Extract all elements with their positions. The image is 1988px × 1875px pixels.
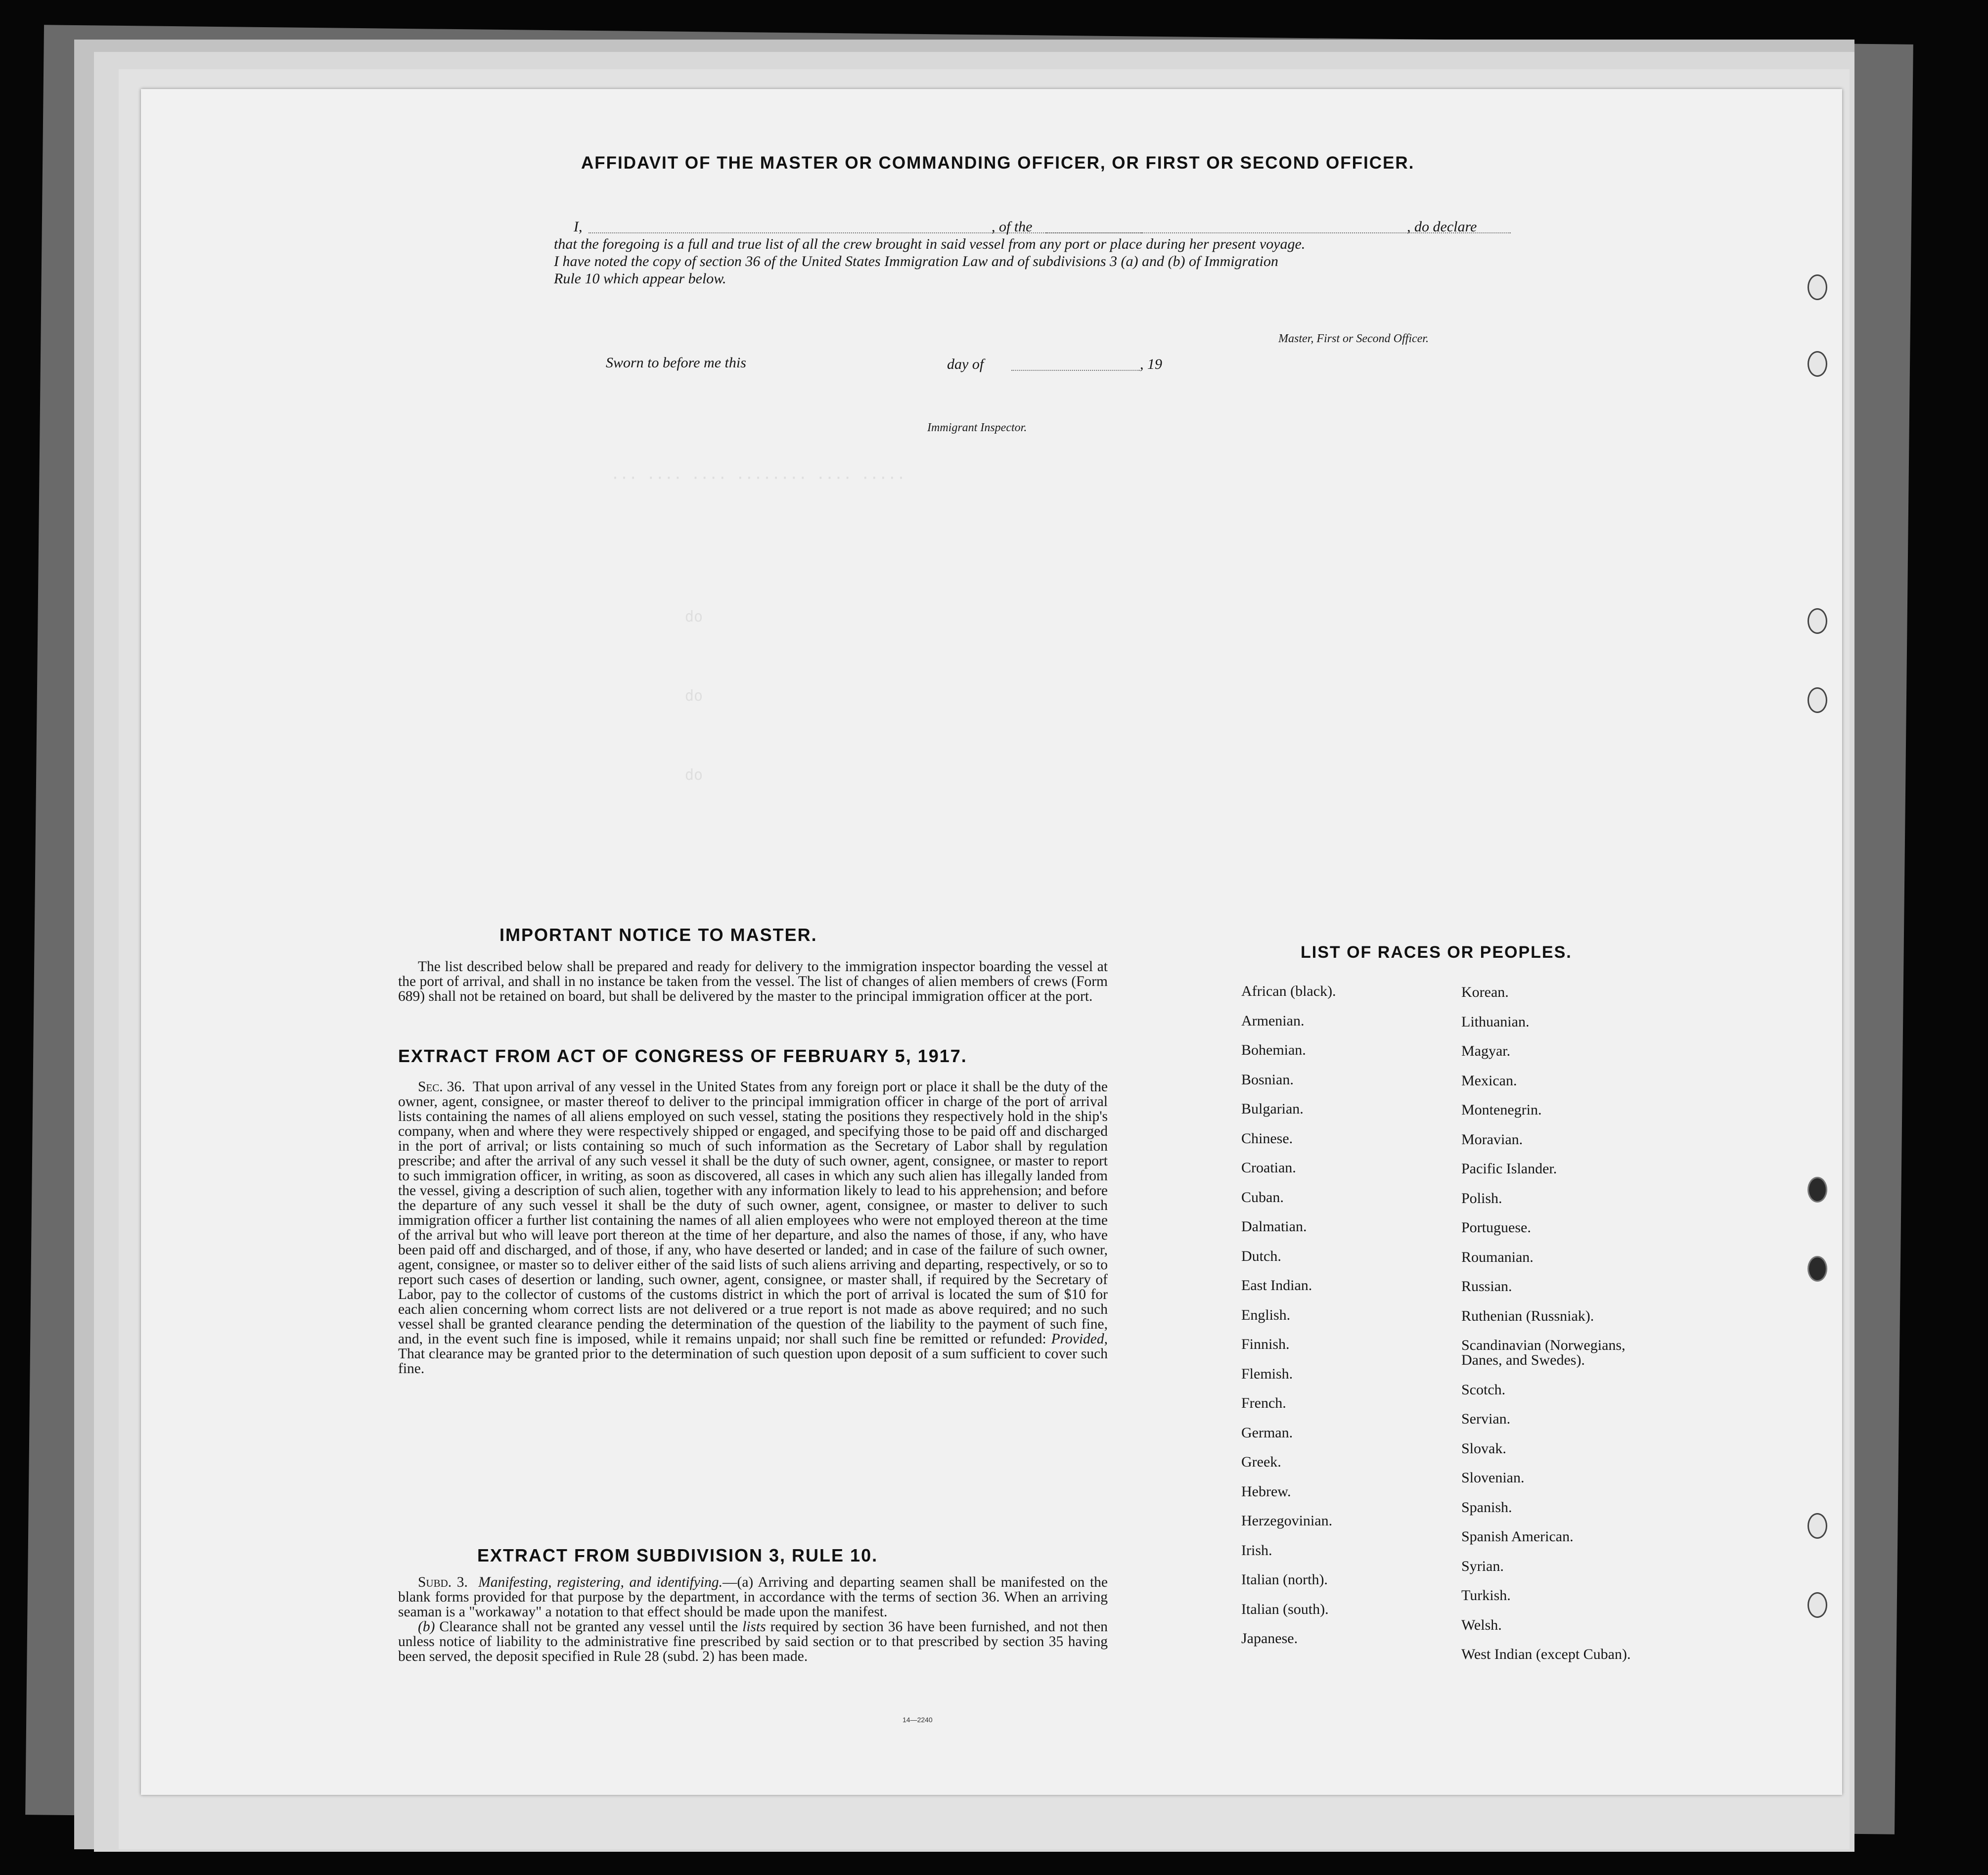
day-of-label: day of — [947, 356, 984, 372]
race-item: Chinese. — [1241, 1130, 1293, 1147]
race-item: Dutch. — [1241, 1248, 1281, 1264]
races-title: LIST OF RACES OR PEOPLES. — [1301, 943, 1572, 962]
bleed-through: do — [685, 608, 703, 625]
race-item: Italian (north). — [1241, 1571, 1328, 1588]
race-item: Lithuanian. — [1461, 1013, 1530, 1030]
race-item: Welsh. — [1461, 1616, 1502, 1633]
master-signature-caption: Master, First or Second Officer. — [1278, 332, 1429, 345]
bleed-through: do — [685, 766, 703, 784]
punch-hole — [1807, 1256, 1827, 1282]
bleed-through: do — [685, 687, 703, 705]
affidavit-of-the-label: , of the — [992, 219, 1033, 235]
race-item: Spanish. — [1461, 1499, 1512, 1516]
race-item: Flemish. — [1241, 1365, 1293, 1382]
race-item: French. — [1241, 1395, 1286, 1411]
race-item: German. — [1241, 1424, 1293, 1441]
race-item: Finnish. — [1241, 1336, 1290, 1352]
race-item: Ruthenian (Russniak). — [1461, 1307, 1594, 1324]
race-item: Hebrew. — [1241, 1483, 1291, 1500]
race-item: Pacific Islander. — [1461, 1161, 1557, 1177]
race-item: Dalmatian. — [1241, 1218, 1307, 1235]
notice-text: The list described below shall be prepared and ready for delivery to the immigration inspector boarding the vessel at the port of arrival, and shall in no instance be taken from the vessel. The list of changes of alien members of crews (Form 689) shall not be retained on board, but shall be delivered by the master to the principal immigration officer at the port. — [398, 959, 1108, 1004]
race-item: Armenian. — [1241, 1012, 1305, 1029]
race-item: Croatian. — [1241, 1160, 1296, 1176]
race-item: English. — [1241, 1306, 1291, 1323]
rule-paragraph — [398, 1575, 1108, 1664]
race-item: West Indian (except Cuban). — [1461, 1646, 1631, 1662]
punch-hole — [1807, 687, 1827, 713]
affidavit-title: AFFIDAVIT OF THE MASTER OR COMMANDING OFFICER, OR FIRST OR SECOND OFFICER. — [581, 153, 1415, 173]
rule-b-text-2: required by section 36 have been furnished, and not then unless notice of liability to the administrative fine prescribed by said section or to that prescribed by section 35 having been served, the deposit specified in Rule 28 (subd. 2) has been made. — [398, 1619, 1108, 1664]
race-item: Cuban. — [1241, 1189, 1284, 1205]
form-number: 14—2240 — [903, 1716, 933, 1724]
act-paragraph — [398, 1079, 1108, 1376]
punch-hole — [1807, 1177, 1827, 1203]
rule-title: EXTRACT FROM SUBDIVISION 3, RULE 10. — [477, 1545, 878, 1565]
race-item: Spanish American. — [1461, 1528, 1574, 1545]
act-title: EXTRACT FROM ACT OF CONGRESS OF FEBRUARY 5, 1917. — [398, 1046, 967, 1066]
rule-subd-label: Subd. 3. — [418, 1574, 468, 1590]
inspector-caption: Immigrant Inspector. — [927, 421, 1027, 434]
race-item: Russian. — [1461, 1278, 1512, 1295]
race-item: Scotch. — [1461, 1381, 1506, 1398]
date-blank-line — [1011, 370, 1140, 371]
act-text-end: That clearance may be granted prior to the determination of such question upon deposit of a sum sufficient to cover such fine. — [398, 1346, 1108, 1377]
race-item: Montenegrin. — [1461, 1102, 1542, 1118]
race-item: Syrian. — [1461, 1558, 1504, 1574]
bleed-through: ··· ···· ···· ········ ···· ····· — [611, 470, 906, 487]
act-section-label: Sec. 36. — [418, 1079, 465, 1095]
race-item: Herzegovinian. — [1241, 1513, 1333, 1529]
race-item: Roumanian. — [1461, 1249, 1534, 1265]
affidavit-i-label: I, — [574, 219, 583, 235]
races-left-column — [1241, 984, 1459, 1661]
race-item: Turkish. — [1461, 1587, 1511, 1604]
rule-b-lists: lists — [742, 1619, 766, 1635]
affidavit-line-2: I have noted the copy of section 36 of the United States Immigration Law and of subdivisions 3 (a) and (b) of Immigration — [554, 253, 1278, 269]
race-item: East Indian. — [1241, 1277, 1312, 1294]
rule-b-text-1: Clearance shall not be granted any vessel until the — [439, 1619, 738, 1635]
race-item: African (black). — [1241, 983, 1336, 999]
race-item: Mexican. — [1461, 1072, 1517, 1089]
punch-hole — [1807, 351, 1827, 377]
punch-hole — [1807, 274, 1827, 300]
punch-hole — [1807, 608, 1827, 634]
race-item: Greek. — [1241, 1454, 1281, 1470]
rule-b-label: (b) — [418, 1619, 435, 1635]
notice-paragraph — [398, 959, 1108, 1004]
race-item: Korean. — [1461, 984, 1509, 1000]
race-item: Magyar. — [1461, 1043, 1511, 1059]
race-item: Slovenian. — [1461, 1470, 1525, 1486]
race-item: Japanese. — [1241, 1630, 1298, 1647]
race-item: Italian (south). — [1241, 1601, 1329, 1617]
race-item: Portuguese. — [1461, 1219, 1531, 1236]
rule-subd-title: Manifesting, registering, and identifying. — [478, 1574, 723, 1590]
punch-hole — [1807, 1513, 1827, 1539]
affidavit-line-3: Rule 10 which appear below. — [554, 270, 726, 287]
race-item: Bosnian. — [1241, 1071, 1294, 1088]
affidavit-declare-label: , do declare — [1407, 219, 1477, 235]
sworn-label: Sworn to before me this — [606, 355, 746, 371]
affidavit-line-1: that the foregoing is a full and true list of all the crew brought in said vessel from any port or place during her present voyage. — [554, 236, 1306, 252]
race-item: Polish. — [1461, 1190, 1502, 1206]
race-item: Slovak. — [1461, 1440, 1506, 1457]
rule-a-text: —(a) Arriving and departing seamen shall be manifested on the blank forms provided for that purpose by the department, in accordance with the terms of section 36. When an arriving seaman is a "workaway" a notation to that effect should be made upon the manifest. — [398, 1574, 1108, 1620]
race-item: Scandinavian (Norwegians, Danes, and Swedes). — [1461, 1337, 1626, 1368]
act-text: That upon arrival of any vessel in the United States from any foreign port or place it shall be the duty of the owner, agent, consignee, or master thereof to deliver to the principal immigration officer in charge of the port of arrival lists containing the names of all aliens employed on such vessel, stating the positions they respectively hold in the ship's company, when and where they were respectively shipped or engaged, and specifying those to be paid off and discharged in the port of arrival; or lists containing so much of such information as the Secretary of Labor shall by regulation prescribe; and after the arrival of any such vessel it shall be the duty of such owner, agent, consignee, or master to report to such immigration officer, in writing, as soon as discovered, all cases in which any such alien has illegally landed from the vessel, giving a description of such alien, together with any information likely to lead to his apprehension; and before the departure of any such vessel it shall be the duty of such owner, agent, consignee, or master to deliver to such immigration officer a further list containing the names of all alien employees who were not employed thereon at the time of the arrival but who will leave port thereon at the time of her departure, and also the names of those, if any, who have been paid off and discharged, and of those, if any, who have deserted or landed; and in case of the failure of such owner, agent, consignee, or master so to deliver either of the said lists of such aliens arriving and departing, respectively, or so to report such cases of desertion or landing, such owner, agent, consignee, or master shall, if required by the Secretary of Labor, pay to the collector of customs of the customs district in which the port of arrival is located the sum of $10 for each alien concerning whom correct lists are not delivered or a true report is not made as above required; and no such vessel shall be granted clearance pending the determination of the question of the liability to the payment of such fine, and, in the event such fine is imposed, while it remains unpaid; nor shall such fine be remitted or refunded: — [398, 1079, 1108, 1347]
races-right-column — [1461, 985, 1738, 1677]
document-page — [141, 89, 1842, 1795]
race-item: Irish. — [1241, 1542, 1272, 1559]
notice-title: IMPORTANT NOTICE TO MASTER. — [499, 925, 817, 945]
race-item: Servian. — [1461, 1411, 1511, 1427]
act-provided: Provided, — [1051, 1331, 1108, 1347]
race-item: Moravian. — [1461, 1131, 1523, 1148]
punch-hole — [1807, 1592, 1827, 1618]
race-item: Bohemian. — [1241, 1042, 1306, 1058]
year-label: , 19 — [1140, 356, 1162, 372]
race-item: Bulgarian. — [1241, 1101, 1304, 1117]
